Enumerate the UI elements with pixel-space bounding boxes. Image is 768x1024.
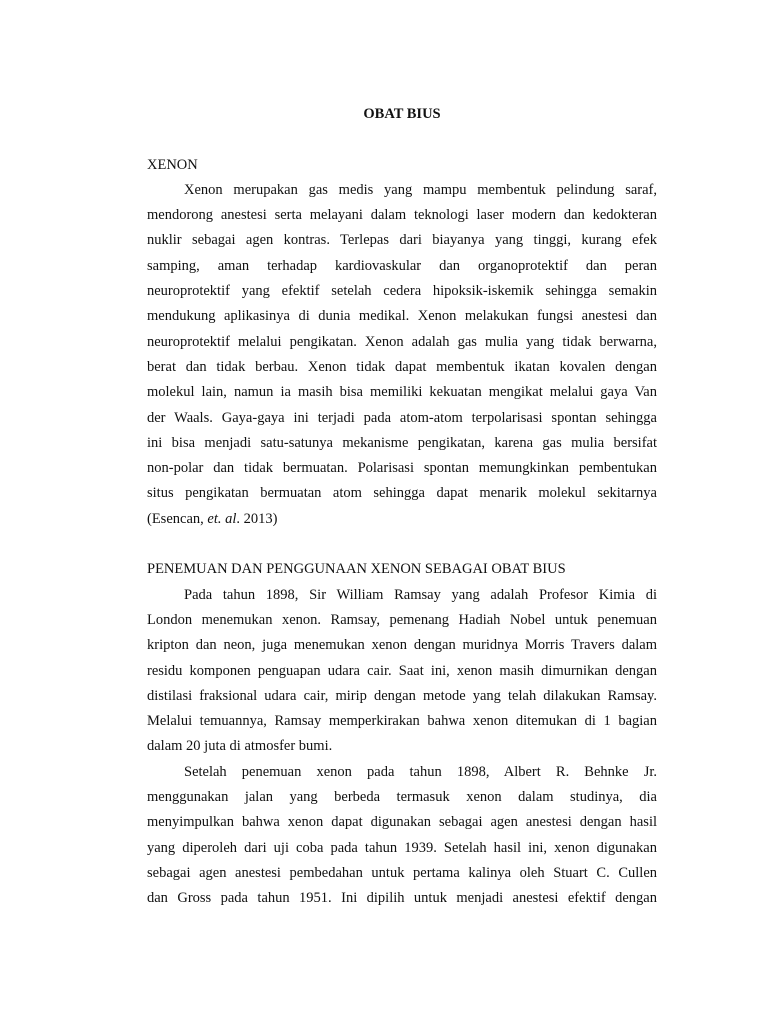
text-line: kripton dan neon, juga menemukan xenon dengan muridnya Morris Travers dalam	[147, 637, 657, 654]
text-line: berat dan tidak berbau. Xenon tidak dapat membentuk ikatan kovalen dengan	[147, 358, 657, 375]
blank-line	[147, 532, 657, 557]
citation-et-al: et. al	[207, 510, 237, 527]
document-title: OBAT BIUS	[363, 106, 441, 122]
text-line: dan Gross pada tahun 1951. Ini dipilih untuk menjadi anestesi efektif dengan	[147, 890, 657, 907]
section-heading-discovery: PENEMUAN DAN PENGGUNAAN XENON SEBAGAI OBAT BIUS	[147, 561, 566, 578]
paragraph-ramsay-discovery	[147, 583, 657, 760]
section-heading-xenon: XENON	[147, 156, 198, 173]
document-body	[147, 102, 657, 912]
text-line: dalam 20 juta di atmosfer bumi.	[147, 738, 333, 755]
text-line: non-polar dan tidak bermuatan. Polarisasi spontan memungkinkan pembentukan	[147, 460, 657, 477]
text-line: residu komponen penguapan udara cair. Saat ini, xenon masih dimurnikan dengan	[147, 662, 657, 679]
text-line: neuroprotektif melalui pengikatan. Xenon adalah gas mulia yang tidak berwarna,	[147, 333, 657, 350]
text-line: Setelah penemuan xenon pada tahun 1898, Albert R. Behnke Jr.	[184, 763, 657, 780]
text-line: neuroprotektif yang efektif setelah cedera hipoksik-iskemik sehingga semakin	[147, 283, 657, 300]
citation-prefix: (Esencan,	[147, 510, 208, 527]
text-line: mendorong anestesi serta melayani dalam teknologi laser modern dan kedokteran	[147, 207, 657, 224]
text-line: samping, aman terhadap kardiovaskular dan organoprotektif dan peran	[147, 257, 657, 274]
text-line: Xenon merupakan gas medis yang mampu membentuk pelindung saraf,	[184, 181, 657, 198]
text-line: mendukung aplikasinya di dunia medikal. Xenon melakukan fungsi anestesi dan	[147, 308, 657, 325]
paragraph-xenon-description	[147, 178, 657, 532]
text-line: der Waals. Gaya-gaya ini terjadi pada atom-atom terpolarisasi spontan sehingga	[147, 409, 657, 426]
text-line: nuklir sebagai agen kontras. Terlepas dari biayanya yang tinggi, kurang efek	[147, 232, 657, 249]
text-line: molekul lain, namun ia masih bisa memiliki kekuatan mengikat melalui gaya Van	[147, 384, 657, 401]
text-line: sebagai agen anestesi pembedahan untuk pertama kalinya oleh Stuart C. Cullen	[147, 864, 657, 881]
text-line: situs pengikatan bermuatan atom sehingga dapat menarik molekul sekitarnya	[147, 485, 657, 502]
citation-suffix: . 2013)	[236, 510, 278, 527]
paragraph-anesthesia-use	[147, 760, 657, 912]
text-line: Melalui temuannya, Ramsay memperkirakan bahwa xenon ditemukan di 1 bagian	[147, 713, 657, 730]
text-line: yang diperoleh dari uji coba pada tahun 1939. Setelah hasil ini, xenon digunakan	[147, 839, 657, 856]
text-line: London menemukan xenon. Ramsay, pemenang Hadiah Nobel untuk penemuan	[147, 611, 657, 628]
text-line: menggunakan jalan yang berbeda termasuk xenon dalam studinya, dia	[147, 789, 657, 806]
text-line: distilasi fraksional udara cair, mirip dengan metode yang telah dilakukan Ramsay.	[147, 687, 657, 704]
text-line: ini bisa menjadi satu-satunya mekanisme pengikatan, karena gas mulia bersifat	[147, 434, 657, 451]
citation-line	[147, 507, 657, 532]
blank-line	[147, 127, 657, 152]
text-line: menyimpulkan bahwa xenon dapat digunakan sebagai agen anestesi dengan hasil	[147, 814, 657, 831]
text-line: Pada tahun 1898, Sir William Ramsay yang adalah Profesor Kimia di	[184, 586, 657, 603]
